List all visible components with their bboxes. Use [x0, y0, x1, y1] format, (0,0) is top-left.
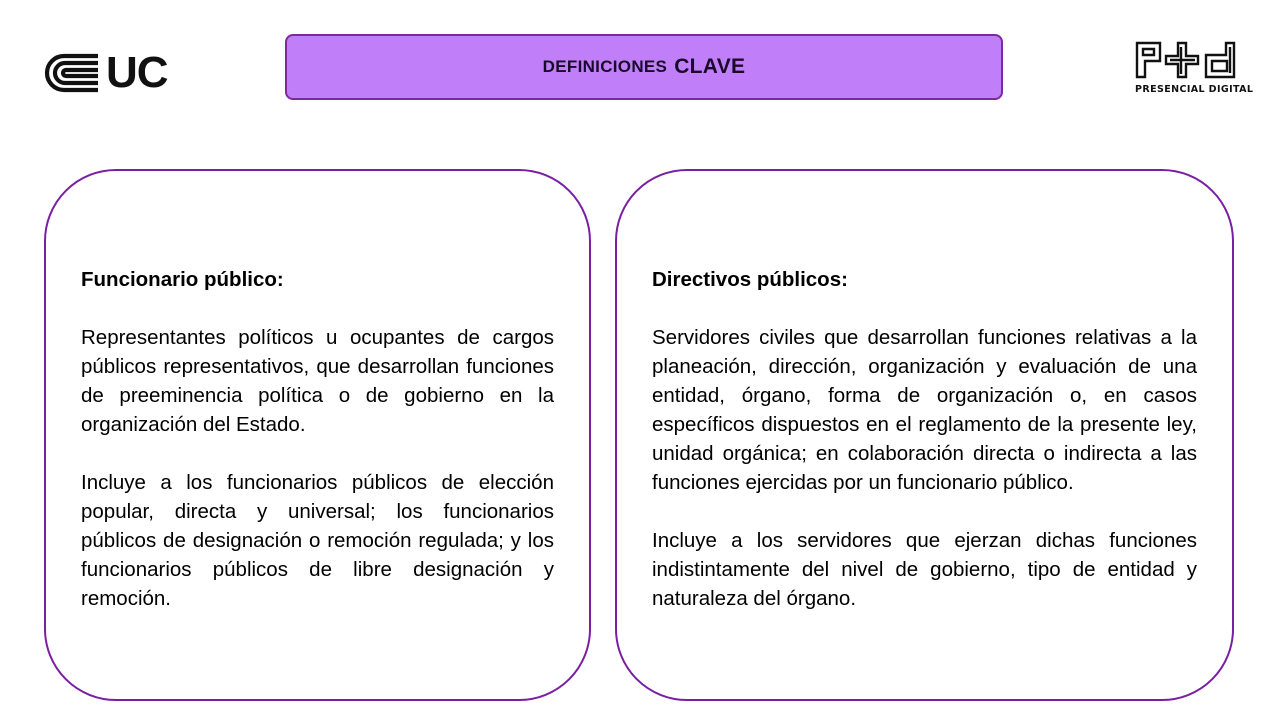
title-bar: [285, 34, 1003, 100]
card-content: [81, 265, 554, 642]
card-paragraph: Servidores civiles que desarrollan funciones relativas a la planeación, dirección, organización y evaluación de una entidad, órgano, forma de organización o, en casos específicos dispuestos en el reglamento de la presente ley, unidad orgánica; en colaboración directa o indirecta a las funciones ejercidas por un funcionario público.: [652, 326, 1197, 494]
ptd-logo: [1134, 40, 1254, 98]
card-heading: Funcionario público:: [81, 268, 284, 291]
card-content: [652, 265, 1197, 642]
card-paragraph: Incluye a los funcionarios públicos de elección popular, directa y universal; los funcionarios públicos de designación o remoción regulada; y los funcionarios públicos de libre designación y remoción.: [81, 471, 554, 610]
uc-logo-text: UC: [106, 48, 168, 97]
card-paragraph: Representantes políticos u ocupantes de cargos públicos representativos, que desarrollan funciones de preeminencia política o de gobierno en la organización del Estado.: [81, 326, 554, 436]
uc-logo: [44, 50, 186, 96]
ptd-logo-tagline: PRESENCIAL DIGITAL: [1135, 84, 1254, 95]
ptd-logo-icon: [1134, 40, 1238, 80]
uc-logo-icon: [44, 52, 100, 94]
title-part-1: DEFINICIONES: [542, 57, 668, 76]
card-paragraph: Incluye a los servidores que ejerzan dichas funciones indistintamente del nivel de gobierno, tipo de entidad y naturaleza del órgano.: [652, 529, 1197, 610]
card-heading: Directivos públicos:: [652, 268, 848, 291]
definition-card-funcionario: [44, 169, 591, 701]
title-part-2: CLAVE: [674, 55, 746, 78]
definition-card-directivos: [615, 169, 1234, 701]
